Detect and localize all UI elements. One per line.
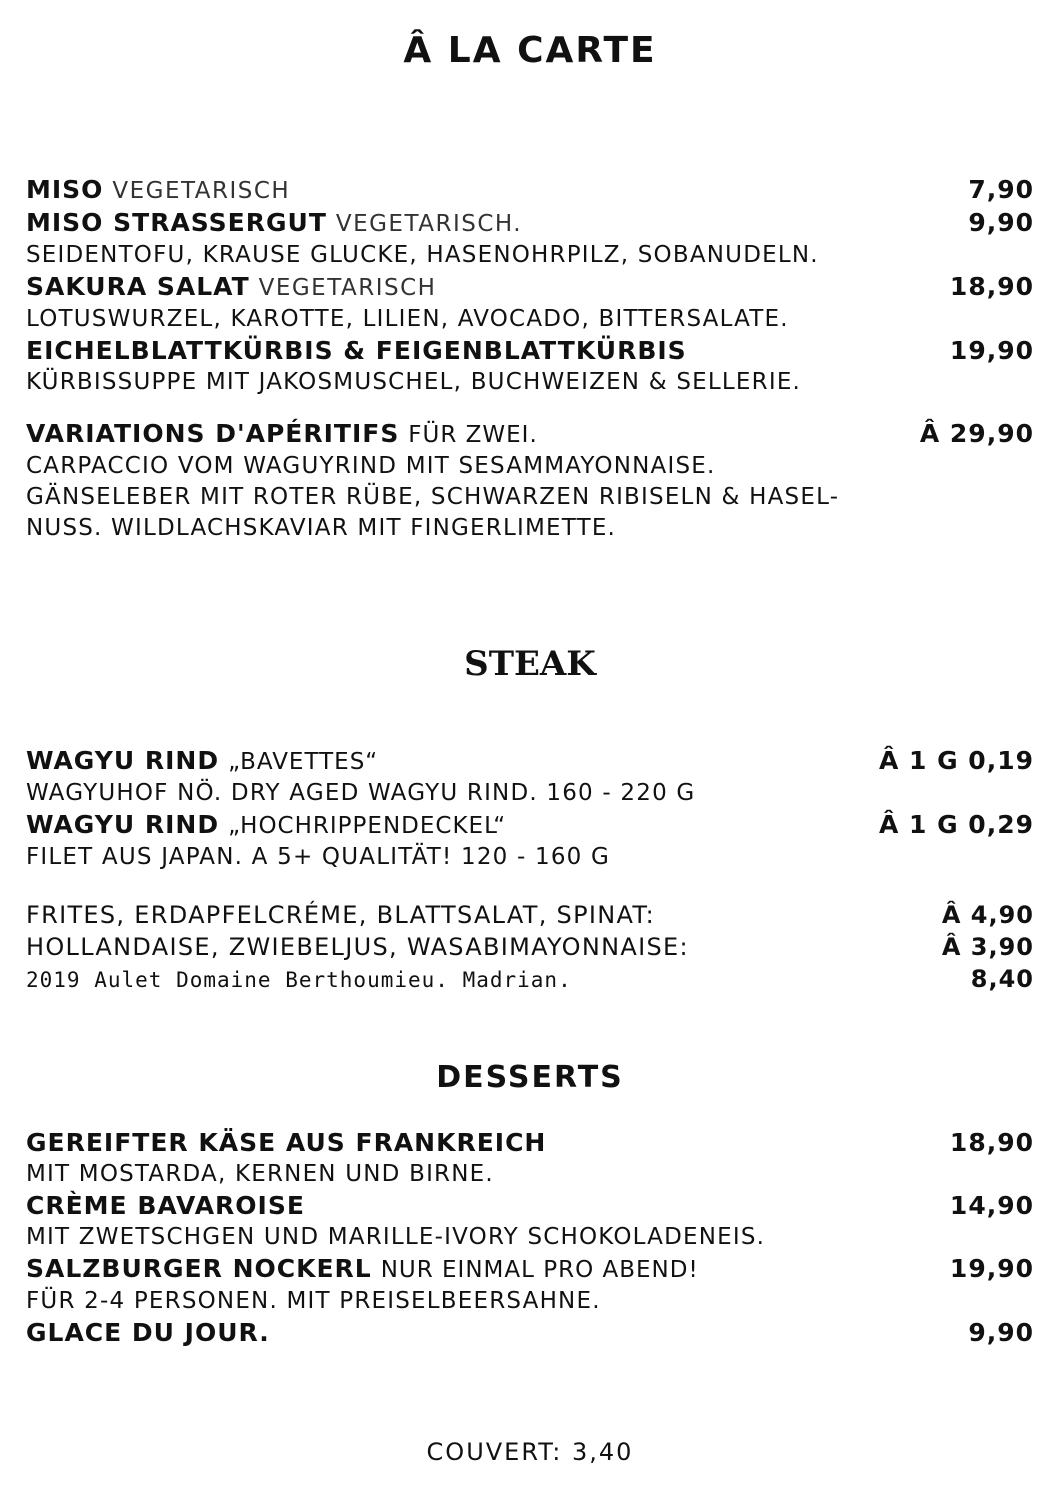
menu-item-sakura-salat xyxy=(26,271,1034,304)
item-name: VARIATIONS D'APÉRITIFS xyxy=(26,419,400,448)
sides-label: FRITES, ERDAPFELCRÉME, BLATTSALAT, SPINAT: xyxy=(26,901,656,929)
menu-item-kaese xyxy=(26,1127,1034,1159)
item-description: KÜRBISSUPPE MIT JAKOSMUSCHEL, BUCHWEIZEN & SELLERIE. xyxy=(26,369,802,395)
item-price: 8,40 xyxy=(970,965,1034,993)
item-name: SALZBURGER NOCKERL xyxy=(26,1254,372,1283)
menu-item-glace xyxy=(26,1317,1034,1349)
item-price: Â 4,90 xyxy=(941,901,1034,929)
item-description: MIT MOSTARDA, KERNEN UND BIRNE. xyxy=(26,1161,494,1187)
wine-row xyxy=(26,963,1034,996)
wine-label: 2019 Aulet Domaine Berthoumieu. Madrian. xyxy=(26,968,572,992)
section-title-steak: STEAK xyxy=(464,644,596,684)
sauces-label: HOLLANDAISE, ZWIEBELJUS, WASABIMAYONNAISE: xyxy=(26,933,689,961)
item-description: GÄNSELEBER MIT ROTER RÜBE, SCHWARZEN RIBISELN & HASEL- xyxy=(26,484,840,510)
sides-list xyxy=(26,899,1034,996)
item-description: CARPACCIO VOM WAGUYRIND MIT SESAMMAYONNAISE. xyxy=(26,453,716,479)
item-note: „HOCHRIPPENDECKEL“ xyxy=(228,813,507,839)
item-description: MIT ZWETSCHGEN UND MARILLE-IVORY SCHOKOLADENEIS. xyxy=(26,1224,766,1250)
item-name: MISO xyxy=(26,175,104,204)
menu-item-kuerbis xyxy=(26,335,1034,367)
item-description: FILET AUS JAPAN. A 5+ QUALITÄT! 120 - 160 G xyxy=(26,844,611,870)
item-price: 14,90 xyxy=(949,1191,1034,1220)
item-price: Â 1 G 0,19 xyxy=(878,746,1034,775)
item-description: NUSS. WILDLACHSKAVIAR MIT FINGERLIMETTE. xyxy=(26,515,617,541)
menu-item-salzburger-nockerl xyxy=(26,1253,1034,1286)
item-description: LOTUSWURZEL, KAROTTE, LILIEN, AVOCADO, BITTERSALATE. xyxy=(26,306,789,332)
item-note: VEGETARISCH xyxy=(258,275,437,301)
menu-item-variations xyxy=(26,418,1034,451)
item-price: 9,90 xyxy=(968,208,1034,237)
menu-item-miso xyxy=(26,174,1034,207)
item-note: NUR EINMAL PRO ABEND! xyxy=(380,1257,699,1283)
item-name: CRÈME BAVAROISE xyxy=(26,1191,305,1220)
steak-list xyxy=(26,745,1034,996)
sides-row xyxy=(26,899,1034,931)
item-note: FÜR ZWEI. xyxy=(408,422,538,448)
menu-item-creme-bavaroise xyxy=(26,1190,1034,1222)
item-price: 19,90 xyxy=(949,1254,1034,1283)
item-note: VEGETARISCH. xyxy=(335,211,523,237)
item-name: MISO STRASSERGUT xyxy=(26,208,327,237)
couvert-note: COUVERT: 3,40 xyxy=(426,1438,634,1466)
item-price: 9,90 xyxy=(968,1318,1034,1347)
menu-item-miso-strassergut xyxy=(26,207,1034,240)
item-name: WAGYU RIND xyxy=(26,746,220,775)
section-title-a-la-carte: Â LA CARTE xyxy=(403,30,657,71)
desserts-list xyxy=(26,1127,1034,1349)
item-description: FÜR 2-4 PERSONEN. MIT PREISELBEERSAHNE. xyxy=(26,1288,601,1314)
item-description: SEIDENTOFU, KRAUSE GLUCKE, HASENOHRPILZ, SOBANUDELN. xyxy=(26,242,819,268)
a-la-carte-list xyxy=(26,174,1034,544)
item-price: 18,90 xyxy=(949,1128,1034,1157)
section-title-desserts: DESSERTS xyxy=(436,1060,624,1095)
item-name: EICHELBLATTKÜRBIS & FEIGENBLATTKÜRBIS xyxy=(26,336,687,365)
item-name: GLACE DU JOUR. xyxy=(26,1318,270,1347)
sauces-row xyxy=(26,931,1034,963)
menu-item-wagyu-bavettes xyxy=(26,745,1034,778)
item-price: Â 3,90 xyxy=(941,933,1034,961)
menu-item-wagyu-hochrippe xyxy=(26,809,1034,842)
item-name: GEREIFTER KÄSE AUS FRANKREICH xyxy=(26,1128,547,1157)
item-price: Â 29,90 xyxy=(919,419,1034,448)
item-name: SAKURA SALAT xyxy=(26,272,250,301)
item-note: „BAVETTES“ xyxy=(228,749,379,775)
item-price: 18,90 xyxy=(949,272,1034,301)
item-price: 7,90 xyxy=(968,175,1034,204)
item-price: Â 1 G 0,29 xyxy=(878,810,1034,839)
item-description: WAGYUHOF NÖ. DRY AGED WAGYU RIND. 160 - 220 G xyxy=(26,780,696,806)
item-price: 19,90 xyxy=(949,336,1034,365)
item-note: VEGETARISCH xyxy=(112,178,291,204)
item-name: WAGYU RIND xyxy=(26,810,220,839)
